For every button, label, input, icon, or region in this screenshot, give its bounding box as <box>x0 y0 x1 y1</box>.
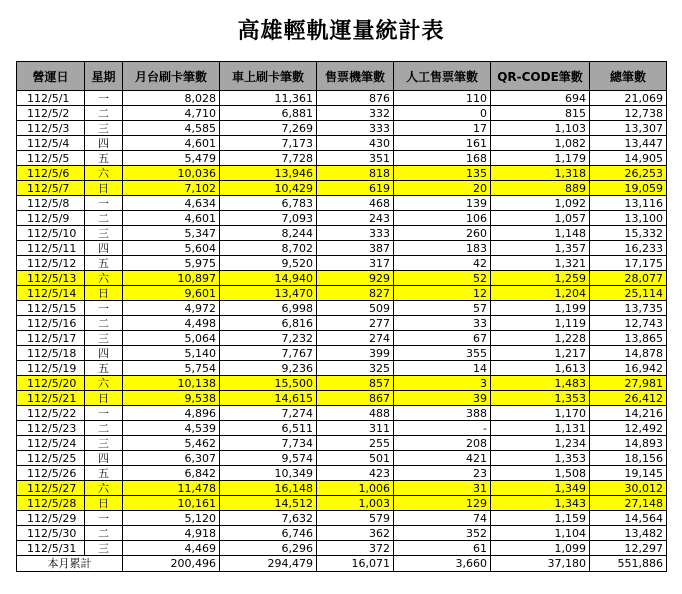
cell-date: 112/5/30 <box>17 526 85 541</box>
cell-weekday: 六 <box>85 271 123 286</box>
cell-machine: 333 <box>317 226 394 241</box>
header-qr-code: QR-CODE筆數 <box>491 62 590 91</box>
cell-onboard: 9,574 <box>220 451 317 466</box>
table-row <box>17 91 667 106</box>
table-row <box>17 346 667 361</box>
cell-platform: 4,585 <box>123 121 220 136</box>
header-weekday: 星期 <box>85 62 123 91</box>
cell-qr: 1,321 <box>491 256 590 271</box>
table-row <box>17 121 667 136</box>
cell-date: 112/5/5 <box>17 151 85 166</box>
table-row <box>17 241 667 256</box>
table-row <box>17 451 667 466</box>
cell-weekday: 四 <box>85 136 123 151</box>
table-row <box>17 301 667 316</box>
cell-platform: 4,634 <box>123 196 220 211</box>
table-row <box>17 541 667 556</box>
cell-platform: 5,479 <box>123 151 220 166</box>
cell-weekday: 四 <box>85 241 123 256</box>
cell-manual: 67 <box>394 331 491 346</box>
cell-platform: 10,161 <box>123 496 220 511</box>
cell-machine: 332 <box>317 106 394 121</box>
cell-total: 13,482 <box>590 526 667 541</box>
cell-manual: 42 <box>394 256 491 271</box>
cell-manual: 12 <box>394 286 491 301</box>
cell-weekday: 日 <box>85 391 123 406</box>
cell-machine: 255 <box>317 436 394 451</box>
cell-manual: 260 <box>394 226 491 241</box>
cell-date: 112/5/25 <box>17 451 85 466</box>
cell-date: 112/5/26 <box>17 466 85 481</box>
cell-date: 112/5/3 <box>17 121 85 136</box>
table-row <box>17 376 667 391</box>
cell-manual: 23 <box>394 466 491 481</box>
cell-machine: 317 <box>317 256 394 271</box>
cell-weekday: 二 <box>85 421 123 436</box>
cell-qr: 694 <box>491 91 590 106</box>
cell-platform: 4,498 <box>123 316 220 331</box>
table-row <box>17 481 667 496</box>
table-row <box>17 196 667 211</box>
cell-manual: 161 <box>394 136 491 151</box>
cell-total: 26,412 <box>590 391 667 406</box>
cell-date: 112/5/12 <box>17 256 85 271</box>
cell-weekday: 日 <box>85 496 123 511</box>
header-date: 營運日 <box>17 62 85 91</box>
totals-label: 本月累計 <box>17 556 123 572</box>
cell-manual: 3 <box>394 376 491 391</box>
cell-weekday: 三 <box>85 541 123 556</box>
totals-machine: 16,071 <box>317 556 394 572</box>
cell-total: 14,893 <box>590 436 667 451</box>
table-row <box>17 496 667 511</box>
cell-machine: 325 <box>317 361 394 376</box>
cell-platform: 5,975 <box>123 256 220 271</box>
cell-onboard: 6,746 <box>220 526 317 541</box>
cell-date: 112/5/31 <box>17 541 85 556</box>
cell-qr: 1,179 <box>491 151 590 166</box>
header-row <box>17 62 667 91</box>
totals-platform: 200,496 <box>123 556 220 572</box>
cell-total: 13,116 <box>590 196 667 211</box>
cell-weekday: 一 <box>85 91 123 106</box>
cell-weekday: 四 <box>85 346 123 361</box>
cell-total: 27,148 <box>590 496 667 511</box>
cell-date: 112/5/6 <box>17 166 85 181</box>
cell-weekday: 四 <box>85 451 123 466</box>
cell-weekday: 二 <box>85 526 123 541</box>
cell-machine: 333 <box>317 121 394 136</box>
cell-weekday: 三 <box>85 226 123 241</box>
cell-date: 112/5/19 <box>17 361 85 376</box>
cell-date: 112/5/27 <box>17 481 85 496</box>
cell-date: 112/5/13 <box>17 271 85 286</box>
cell-manual: 421 <box>394 451 491 466</box>
cell-platform: 4,972 <box>123 301 220 316</box>
cell-platform: 5,754 <box>123 361 220 376</box>
cell-machine: 468 <box>317 196 394 211</box>
cell-total: 19,059 <box>590 181 667 196</box>
cell-manual: 129 <box>394 496 491 511</box>
cell-onboard: 11,361 <box>220 91 317 106</box>
cell-platform: 9,601 <box>123 286 220 301</box>
cell-weekday: 日 <box>85 286 123 301</box>
cell-weekday: 六 <box>85 376 123 391</box>
cell-manual: 352 <box>394 526 491 541</box>
cell-onboard: 6,816 <box>220 316 317 331</box>
cell-weekday: 日 <box>85 181 123 196</box>
cell-machine: 423 <box>317 466 394 481</box>
cell-date: 112/5/8 <box>17 196 85 211</box>
cell-weekday: 二 <box>85 316 123 331</box>
cell-onboard: 6,783 <box>220 196 317 211</box>
page-title: 高雄輕軌運量統計表 <box>237 19 445 44</box>
cell-onboard: 10,429 <box>220 181 317 196</box>
ridership-table <box>16 61 667 572</box>
cell-manual: 0 <box>394 106 491 121</box>
cell-manual: 57 <box>394 301 491 316</box>
cell-platform: 9,538 <box>123 391 220 406</box>
table-row <box>17 331 667 346</box>
cell-weekday: 二 <box>85 106 123 121</box>
totals-total: 551,886 <box>590 556 667 572</box>
cell-onboard: 7,274 <box>220 406 317 421</box>
cell-onboard: 7,269 <box>220 121 317 136</box>
cell-weekday: 一 <box>85 511 123 526</box>
totals-onboard: 294,479 <box>220 556 317 572</box>
cell-qr: 1,204 <box>491 286 590 301</box>
cell-manual: 106 <box>394 211 491 226</box>
cell-date: 112/5/20 <box>17 376 85 391</box>
cell-total: 13,100 <box>590 211 667 226</box>
cell-onboard: 13,946 <box>220 166 317 181</box>
cell-date: 112/5/21 <box>17 391 85 406</box>
cell-manual: 110 <box>394 91 491 106</box>
cell-platform: 6,307 <box>123 451 220 466</box>
cell-machine: 827 <box>317 286 394 301</box>
table-row <box>17 211 667 226</box>
cell-qr: 1,103 <box>491 121 590 136</box>
table-row <box>17 151 667 166</box>
cell-qr: 1,159 <box>491 511 590 526</box>
header-platform-card: 月台刷卡筆數 <box>123 62 220 91</box>
cell-total: 26,253 <box>590 166 667 181</box>
cell-weekday: 六 <box>85 481 123 496</box>
cell-total: 13,735 <box>590 301 667 316</box>
table-row <box>17 361 667 376</box>
cell-machine: 311 <box>317 421 394 436</box>
cell-total: 13,307 <box>590 121 667 136</box>
cell-weekday: 六 <box>85 166 123 181</box>
cell-total: 12,738 <box>590 106 667 121</box>
cell-total: 13,447 <box>590 136 667 151</box>
cell-qr: 1,148 <box>491 226 590 241</box>
cell-onboard: 10,349 <box>220 466 317 481</box>
cell-platform: 4,710 <box>123 106 220 121</box>
cell-machine: 430 <box>317 136 394 151</box>
cell-onboard: 7,632 <box>220 511 317 526</box>
cell-total: 13,865 <box>590 331 667 346</box>
cell-date: 112/5/4 <box>17 136 85 151</box>
cell-platform: 5,064 <box>123 331 220 346</box>
cell-weekday: 三 <box>85 331 123 346</box>
cell-date: 112/5/7 <box>17 181 85 196</box>
cell-weekday: 五 <box>85 256 123 271</box>
cell-manual: 20 <box>394 181 491 196</box>
cell-onboard: 6,881 <box>220 106 317 121</box>
table-row <box>17 511 667 526</box>
cell-date: 112/5/2 <box>17 106 85 121</box>
cell-machine: 876 <box>317 91 394 106</box>
cell-total: 16,233 <box>590 241 667 256</box>
cell-qr: 1,343 <box>491 496 590 511</box>
cell-onboard: 6,296 <box>220 541 317 556</box>
cell-manual: 208 <box>394 436 491 451</box>
cell-manual: 388 <box>394 406 491 421</box>
cell-onboard: 13,470 <box>220 286 317 301</box>
cell-manual: 355 <box>394 346 491 361</box>
cell-date: 112/5/24 <box>17 436 85 451</box>
cell-date: 112/5/14 <box>17 286 85 301</box>
cell-onboard: 15,500 <box>220 376 317 391</box>
table-body <box>17 91 667 556</box>
cell-weekday: 三 <box>85 436 123 451</box>
cell-platform: 5,347 <box>123 226 220 241</box>
cell-platform: 11,478 <box>123 481 220 496</box>
cell-platform: 10,036 <box>123 166 220 181</box>
cell-qr: 1,349 <box>491 481 590 496</box>
cell-platform: 4,601 <box>123 136 220 151</box>
cell-total: 18,156 <box>590 451 667 466</box>
cell-onboard: 6,998 <box>220 301 317 316</box>
cell-qr: 1,131 <box>491 421 590 436</box>
cell-onboard: 8,702 <box>220 241 317 256</box>
cell-qr: 1,483 <box>491 376 590 391</box>
cell-machine: 351 <box>317 151 394 166</box>
cell-date: 112/5/1 <box>17 91 85 106</box>
cell-qr: 1,613 <box>491 361 590 376</box>
cell-qr: 815 <box>491 106 590 121</box>
totals-row <box>17 556 667 572</box>
cell-total: 14,216 <box>590 406 667 421</box>
cell-qr: 1,318 <box>491 166 590 181</box>
cell-platform: 5,462 <box>123 436 220 451</box>
cell-qr: 1,199 <box>491 301 590 316</box>
cell-qr: 1,508 <box>491 466 590 481</box>
cell-machine: 274 <box>317 331 394 346</box>
cell-machine: 818 <box>317 166 394 181</box>
table-row <box>17 286 667 301</box>
cell-onboard: 7,173 <box>220 136 317 151</box>
cell-machine: 372 <box>317 541 394 556</box>
cell-platform: 7,102 <box>123 181 220 196</box>
cell-machine: 1,003 <box>317 496 394 511</box>
cell-manual: 33 <box>394 316 491 331</box>
cell-qr: 1,234 <box>491 436 590 451</box>
cell-manual: 139 <box>394 196 491 211</box>
cell-platform: 10,897 <box>123 271 220 286</box>
cell-total: 14,905 <box>590 151 667 166</box>
table-row <box>17 271 667 286</box>
cell-machine: 277 <box>317 316 394 331</box>
cell-qr: 1,119 <box>491 316 590 331</box>
cell-weekday: 二 <box>85 211 123 226</box>
cell-total: 21,069 <box>590 91 667 106</box>
cell-qr: 1,092 <box>491 196 590 211</box>
cell-weekday: 一 <box>85 406 123 421</box>
cell-onboard: 9,520 <box>220 256 317 271</box>
cell-date: 112/5/28 <box>17 496 85 511</box>
table-row <box>17 391 667 406</box>
cell-platform: 4,601 <box>123 211 220 226</box>
cell-machine: 857 <box>317 376 394 391</box>
table-row <box>17 166 667 181</box>
header-onboard-card: 車上刷卡筆數 <box>220 62 317 91</box>
cell-platform: 8,028 <box>123 91 220 106</box>
cell-machine: 362 <box>317 526 394 541</box>
cell-onboard: 7,728 <box>220 151 317 166</box>
cell-platform: 10,138 <box>123 376 220 391</box>
cell-manual: 52 <box>394 271 491 286</box>
cell-date: 112/5/23 <box>17 421 85 436</box>
cell-total: 14,564 <box>590 511 667 526</box>
cell-weekday: 一 <box>85 196 123 211</box>
cell-total: 19,145 <box>590 466 667 481</box>
cell-date: 112/5/10 <box>17 226 85 241</box>
cell-date: 112/5/16 <box>17 316 85 331</box>
cell-date: 112/5/11 <box>17 241 85 256</box>
table-row <box>17 466 667 481</box>
cell-onboard: 16,148 <box>220 481 317 496</box>
cell-date: 112/5/22 <box>17 406 85 421</box>
header-total: 總筆數 <box>590 62 667 91</box>
cell-qr: 1,170 <box>491 406 590 421</box>
cell-machine: 619 <box>317 181 394 196</box>
totals-manual: 3,660 <box>394 556 491 572</box>
table-row <box>17 181 667 196</box>
cell-onboard: 7,093 <box>220 211 317 226</box>
cell-qr: 1,353 <box>491 451 590 466</box>
cell-onboard: 6,511 <box>220 421 317 436</box>
cell-platform: 5,604 <box>123 241 220 256</box>
cell-manual: 61 <box>394 541 491 556</box>
cell-total: 14,878 <box>590 346 667 361</box>
cell-qr: 1,099 <box>491 541 590 556</box>
cell-total: 12,492 <box>590 421 667 436</box>
cell-qr: 1,353 <box>491 391 590 406</box>
cell-total: 15,332 <box>590 226 667 241</box>
cell-manual: 183 <box>394 241 491 256</box>
table-row <box>17 436 667 451</box>
cell-total: 30,012 <box>590 481 667 496</box>
cell-manual: 135 <box>394 166 491 181</box>
cell-platform: 5,120 <box>123 511 220 526</box>
cell-qr: 1,057 <box>491 211 590 226</box>
cell-machine: 387 <box>317 241 394 256</box>
cell-machine: 488 <box>317 406 394 421</box>
cell-manual: 17 <box>394 121 491 136</box>
table-row <box>17 406 667 421</box>
cell-platform: 4,469 <box>123 541 220 556</box>
cell-total: 27,981 <box>590 376 667 391</box>
cell-qr: 889 <box>491 181 590 196</box>
cell-weekday: 一 <box>85 301 123 316</box>
cell-manual: - <box>394 421 491 436</box>
cell-qr: 1,217 <box>491 346 590 361</box>
cell-qr: 1,259 <box>491 271 590 286</box>
table-row <box>17 136 667 151</box>
header-ticket-machine: 售票機筆數 <box>317 62 394 91</box>
table-row <box>17 106 667 121</box>
cell-qr: 1,104 <box>491 526 590 541</box>
cell-onboard: 14,512 <box>220 496 317 511</box>
cell-weekday: 三 <box>85 121 123 136</box>
table-row <box>17 316 667 331</box>
cell-manual: 31 <box>394 481 491 496</box>
cell-machine: 867 <box>317 391 394 406</box>
cell-total: 16,942 <box>590 361 667 376</box>
cell-machine: 929 <box>317 271 394 286</box>
cell-machine: 579 <box>317 511 394 526</box>
cell-machine: 509 <box>317 301 394 316</box>
cell-qr: 1,228 <box>491 331 590 346</box>
cell-platform: 4,539 <box>123 421 220 436</box>
cell-date: 112/5/15 <box>17 301 85 316</box>
table-row <box>17 421 667 436</box>
cell-platform: 4,918 <box>123 526 220 541</box>
table-row <box>17 526 667 541</box>
cell-weekday: 五 <box>85 361 123 376</box>
cell-date: 112/5/29 <box>17 511 85 526</box>
cell-total: 25,114 <box>590 286 667 301</box>
cell-machine: 399 <box>317 346 394 361</box>
table-row <box>17 226 667 241</box>
cell-date: 112/5/17 <box>17 331 85 346</box>
cell-manual: 74 <box>394 511 491 526</box>
cell-onboard: 7,232 <box>220 331 317 346</box>
cell-weekday: 五 <box>85 151 123 166</box>
cell-onboard: 9,236 <box>220 361 317 376</box>
cell-weekday: 五 <box>85 466 123 481</box>
cell-manual: 168 <box>394 151 491 166</box>
cell-date: 112/5/9 <box>17 211 85 226</box>
cell-platform: 6,842 <box>123 466 220 481</box>
table-row <box>17 256 667 271</box>
cell-total: 17,175 <box>590 256 667 271</box>
cell-onboard: 14,615 <box>220 391 317 406</box>
cell-onboard: 7,767 <box>220 346 317 361</box>
header-manual-ticket: 人工售票筆數 <box>394 62 491 91</box>
cell-total: 12,297 <box>590 541 667 556</box>
cell-platform: 5,140 <box>123 346 220 361</box>
cell-platform: 4,896 <box>123 406 220 421</box>
cell-onboard: 8,244 <box>220 226 317 241</box>
cell-onboard: 7,734 <box>220 436 317 451</box>
cell-machine: 243 <box>317 211 394 226</box>
cell-qr: 1,082 <box>491 136 590 151</box>
cell-machine: 501 <box>317 451 394 466</box>
cell-date: 112/5/18 <box>17 346 85 361</box>
cell-total: 28,077 <box>590 271 667 286</box>
cell-total: 12,743 <box>590 316 667 331</box>
cell-onboard: 14,940 <box>220 271 317 286</box>
totals-qr: 37,180 <box>491 556 590 572</box>
cell-qr: 1,357 <box>491 241 590 256</box>
cell-manual: 14 <box>394 361 491 376</box>
cell-manual: 39 <box>394 391 491 406</box>
cell-machine: 1,006 <box>317 481 394 496</box>
